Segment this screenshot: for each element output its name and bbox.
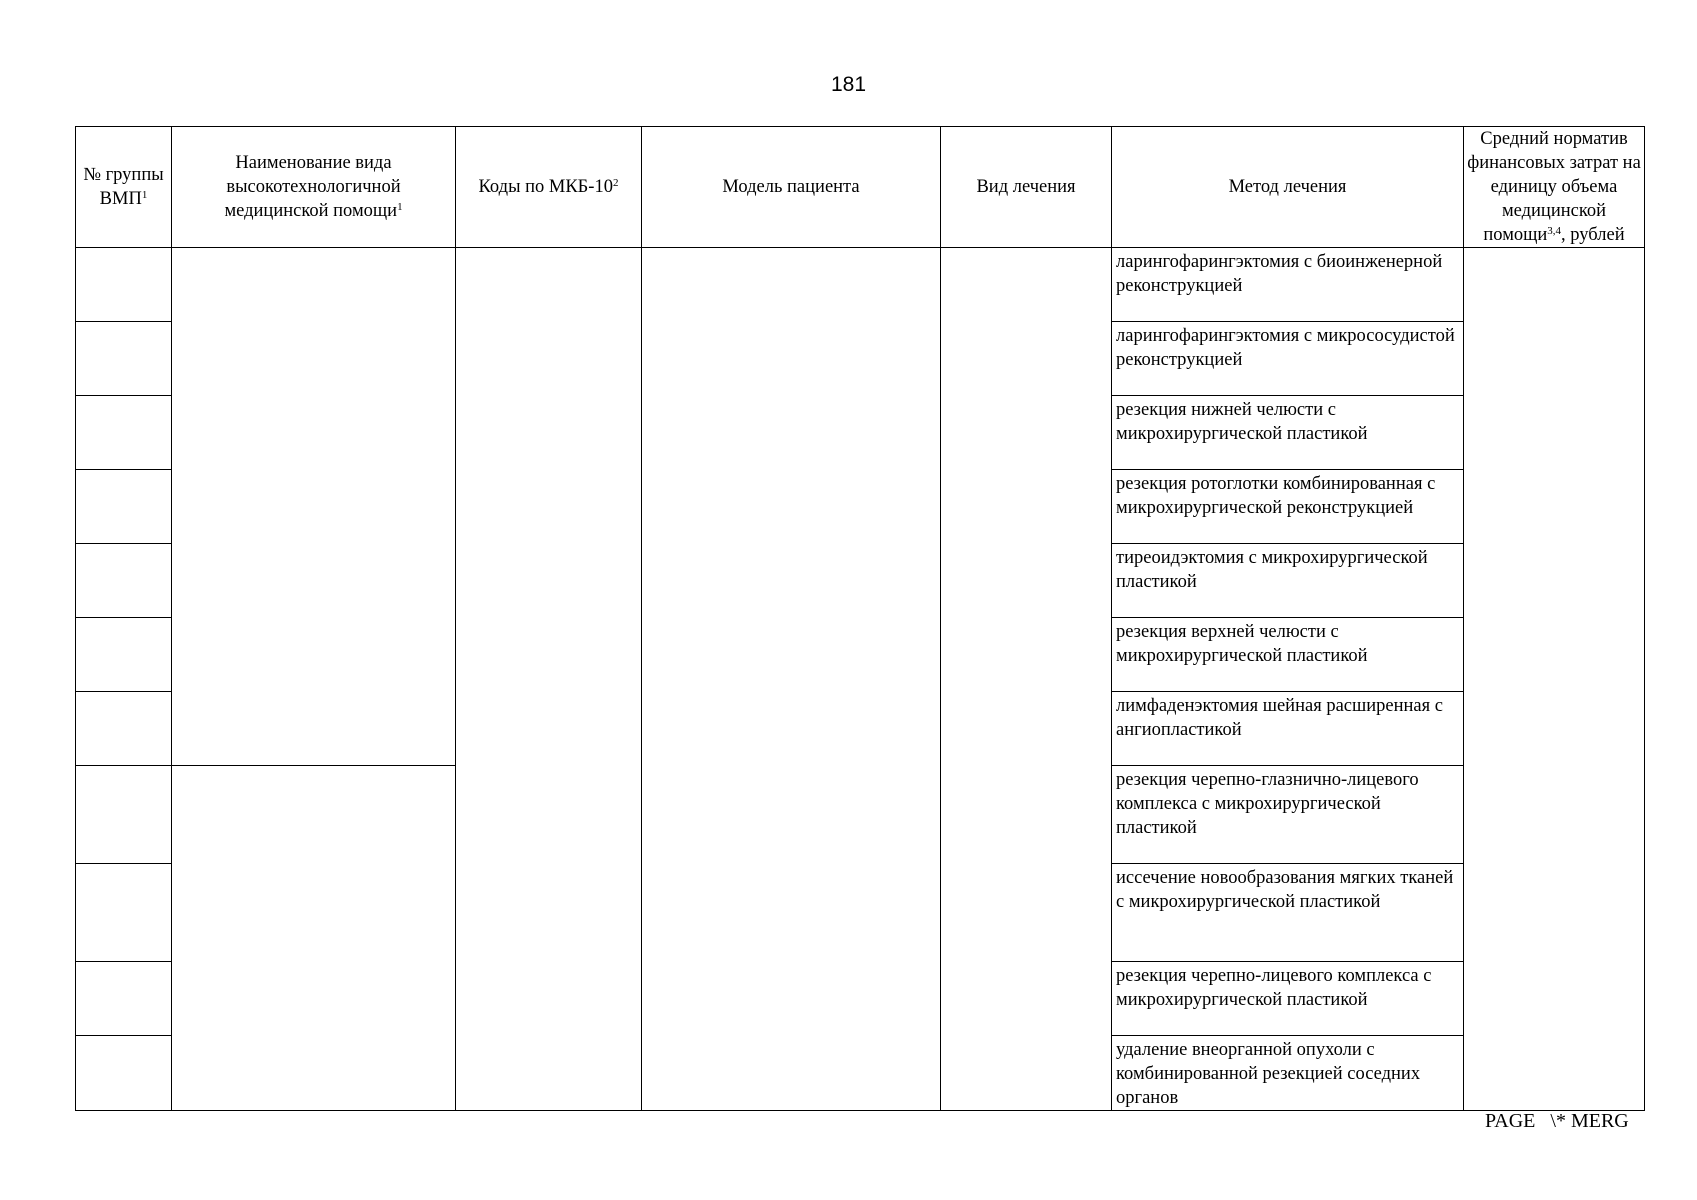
group-no-cell xyxy=(76,864,172,962)
method-cell: лимфаденэктомия шейная расширенная с ангиопластикой xyxy=(1112,692,1464,766)
footnote-ref: 2 xyxy=(612,177,619,189)
group-no-cell xyxy=(76,618,172,692)
method-cell: резекция черепно-глазнично-лицевого комплекса с микрохирургической пластикой xyxy=(1112,766,1464,864)
header-treatment-type-text: Вид лечения xyxy=(976,177,1076,197)
vmp-name-cell xyxy=(172,766,456,1111)
group-no-cell xyxy=(76,396,172,470)
group-no-cell xyxy=(76,962,172,1036)
method-cell: резекция нижней челюсти с микрохирургической пластикой xyxy=(1112,396,1464,470)
header-avg-norm xyxy=(1464,127,1645,248)
treatment-type-cell xyxy=(941,248,1112,1111)
header-icd-codes xyxy=(456,127,642,248)
group-no-cell xyxy=(76,1036,172,1111)
page-number: 181 xyxy=(830,73,867,96)
group-no-cell xyxy=(76,692,172,766)
method-cell: ларингофарингэктомия с микрососудистой реконструкцией xyxy=(1112,322,1464,396)
method-cell: иссечение новообразования мягких тканей с микрохирургической пластикой xyxy=(1112,864,1464,962)
footnote-ref: 3,4 xyxy=(1547,225,1562,237)
header-patient-model xyxy=(642,127,941,248)
header-icd-codes-text: Коды по МКБ-10 xyxy=(478,177,613,197)
page-field-code: PAGE \* MERG xyxy=(1485,1110,1629,1132)
header-vmp-name-text: Наименование вида высокотехнологичной медицинской помощи xyxy=(224,153,401,221)
header-avg-norm-text: Средний норматив финансовых затрат на единицу объема медицинской помощи xyxy=(1467,129,1641,245)
avg-norm-cell xyxy=(1464,248,1645,1111)
patient-model-cell xyxy=(642,248,941,1111)
footnote-ref: 1 xyxy=(397,201,403,213)
header-treatment-type xyxy=(941,127,1112,248)
header-treatment-method-text: Метод лечения xyxy=(1228,177,1347,197)
header-group-no-text: № группы ВМП xyxy=(83,165,164,209)
method-cell: ларингофарингэктомия с биоинженерной реконструкцией xyxy=(1112,248,1464,322)
method-cell: резекция черепно-лицевого комплекса с микрохирургической пластикой xyxy=(1112,962,1464,1036)
header-avg-norm-suffix: , рублей xyxy=(1561,225,1625,245)
vmp-name-cell xyxy=(172,248,456,766)
group-no-cell xyxy=(76,322,172,396)
header-row xyxy=(76,127,1645,248)
icd-codes-cell xyxy=(456,248,642,1111)
method-cell: тиреоидэктомия с микрохирургической пластикой xyxy=(1112,544,1464,618)
header-patient-model-text: Модель пациента xyxy=(722,177,860,197)
group-no-cell xyxy=(76,766,172,864)
method-cell: резекция верхней челюсти с микрохирургической пластикой xyxy=(1112,618,1464,692)
header-treatment-method xyxy=(1112,127,1464,248)
header-vmp-name xyxy=(172,127,456,248)
group-no-cell xyxy=(76,544,172,618)
method-cell: удаление внеорганной опухоли с комбинированной резекцией соседних органов xyxy=(1112,1036,1464,1111)
group-no-cell xyxy=(76,470,172,544)
table-row xyxy=(76,248,1645,322)
method-cell: резекция ротоглотки комбинированная с микрохирургической реконструкцией xyxy=(1112,470,1464,544)
footnote-ref: 1 xyxy=(141,189,148,201)
vmp-table xyxy=(75,126,1645,1111)
group-no-cell xyxy=(76,248,172,322)
header-group-no xyxy=(76,127,172,248)
